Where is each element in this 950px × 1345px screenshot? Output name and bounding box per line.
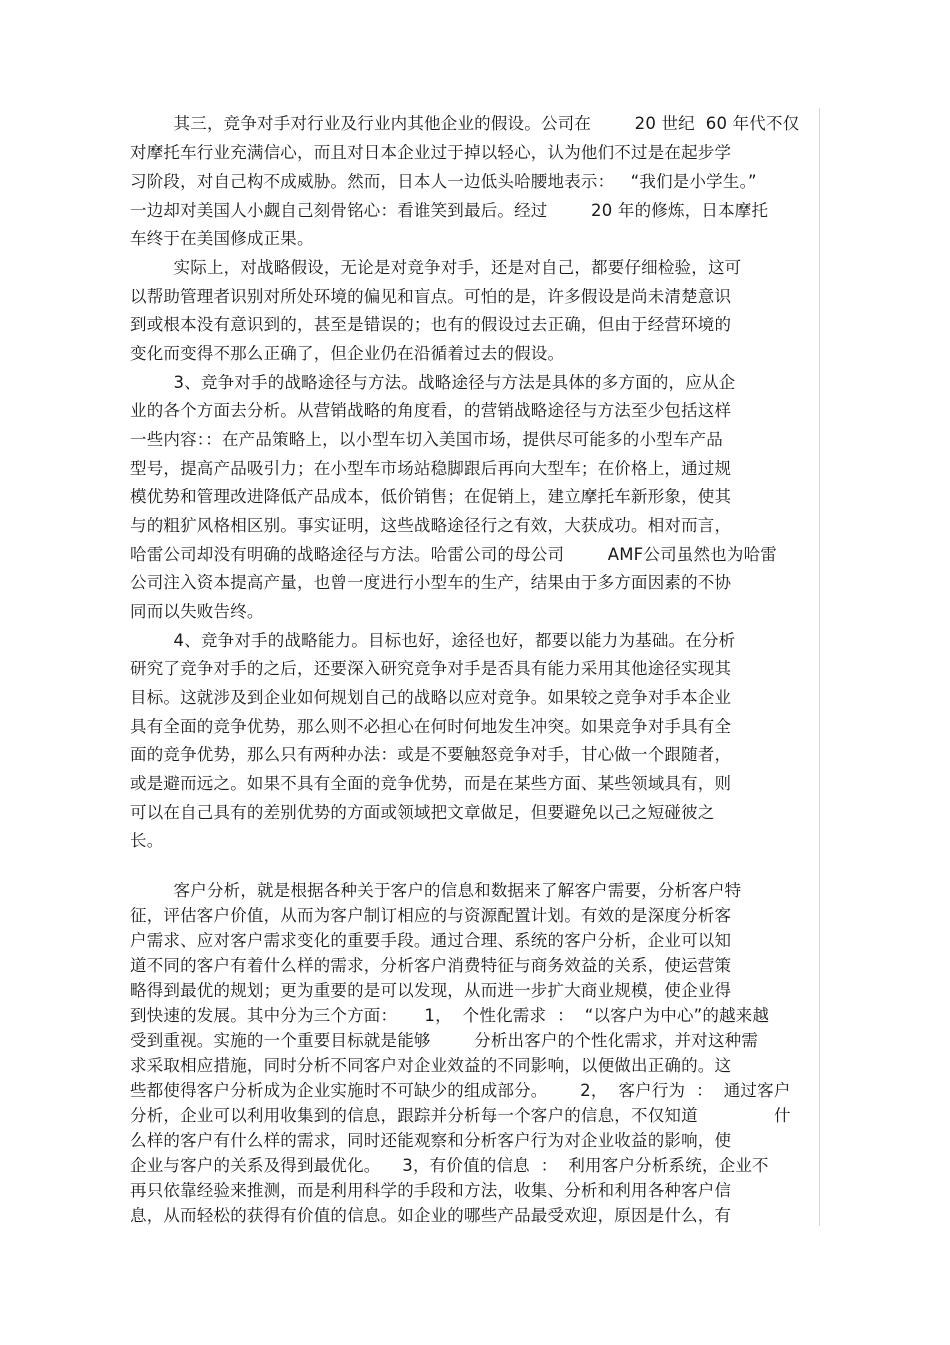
- text-line: 道不同的客户有着什么样的需求，分析客户消费特征与商务效益的关系，使运营策: [130, 956, 732, 975]
- text-line: 3、竞争对手的战略途径与方法。战略途径与方法是具体的多方面的，应从企: [130, 373, 736, 392]
- text-line: 变化而变得不那么正确了，但企业仍在沿循着过去的假设。: [130, 344, 565, 363]
- text-line: 与的粗犷风格相区别。事实证明，这些战略途径行之有效，大获成功。相对而言，: [130, 516, 732, 535]
- text-line: 习阶段，对自己构不成威胁。然而，日本人一边低头哈腰地表示： “我们是小学生。”: [130, 172, 757, 191]
- text-line: 略得到最优的规划；更为重要的是可以发现，从而进一步扩大商业规模，使企业得: [130, 981, 732, 1000]
- text-line: 分析，企业可以利用收集到的信息，跟踪并分析每一个客户的信息，不仅知道 什: [130, 1106, 791, 1125]
- text-line: 以帮助管理者识别对所处环境的偏见和盲点。可怕的是，许多假设是尚未清楚意识: [130, 287, 732, 306]
- text-line: 或是避而远之。如果不具有全面的竞争优势，而是在某些方面、某些领域具有，则: [130, 774, 732, 793]
- text-line: 4、竞争对手的战略能力。目标也好，途径也好，都要以能力为基础。在分析: [130, 631, 736, 650]
- text-line: 征，评估客户价值，从而为客户制订相应的与资源配置计划。有效的是深度分析客: [130, 906, 732, 925]
- text-line: 企业与客户的关系及得到最优化。 3，有价值的信息 ： 利用客户分析系统，企业不: [130, 1156, 769, 1175]
- text-line: 一些内容：：在产品策略上，以小型车切入美国市场，提供尽可能多的小型车产品: [130, 430, 723, 449]
- text-line: 车终于在美国修成正果。: [130, 229, 314, 248]
- text-line: 型号，提高产品吸引力；在小型车市场站稳脚跟后再向大型车；在价格上，通过规: [130, 459, 732, 478]
- text-line: 到快速的发展。其中分为三个方面： 1， 个性化需求 ： “以客户为中心”的越来越: [130, 1006, 770, 1025]
- text-line: 面的竞争优势，那么只有两种办法：或是不要触怒竞争对手，甘心做一个跟随者，: [130, 745, 732, 764]
- text-line: 到或根本没有意识到的，甚至是错误的；也有的假设过去正确，但由于经营环境的: [130, 315, 732, 334]
- text-line: 公司注入资本提高产量，也曾一度进行小型车的生产，结果由于多方面因素的不协: [130, 573, 732, 592]
- text-line: 么样的客户有什么样的需求，同时还能观察和分析客户行为对企业收益的影响，使: [130, 1131, 732, 1150]
- text-line: 可以在自己具有的差别优势的方面或领域把文章做足，但要避免以己之短碰彼之: [130, 803, 715, 822]
- text-line: 受到重视。实施的一个重要目标就是能够 分析出客户的个性化需求，并对这种需: [130, 1031, 759, 1050]
- text-line: 模优势和管理改进降低产品成本，低价销售；在促销上，建立摩托车新形象，使其: [130, 487, 732, 506]
- text-line: 户需求、应对客户需求变化的重要手段。通过合理、系统的客户分析，企业可以知: [130, 931, 732, 950]
- text-line: 目标。这就涉及到企业如何规划自己的战略以应对竞争。如果较之竞争对手本企业: [130, 688, 732, 707]
- text-line: 业的各个方面去分析。从营销战略的角度看，的营销战略途径与方法至少包括这样: [130, 401, 732, 420]
- text-line: 哈雷公司却没有明确的战略途径与方法。哈雷公司的母公司 AMF公司虽然也为哈雷: [130, 545, 777, 564]
- text-line: 客户分析，就是根据各种关于客户的信息和数据来了解客户需要，分析客户特: [130, 881, 742, 900]
- text-line: 同而以失败告终。: [130, 602, 264, 621]
- text-line: 求采取相应措施，同时分析不同客户对企业效益的不同影响，以便做出正确的。这: [130, 1056, 732, 1075]
- text-line: 息，从而轻松的获得有价值的信息。如企业的哪些产品最受欢迎，原因是什么，有: [130, 1206, 732, 1225]
- text-line: 对摩托车行业充满信心，而且对日本企业过于掉以轻心，认为他们不过是在起步学: [130, 143, 732, 162]
- text-line: 再只依靠经验来推测，而是利用科学的手段和方法，收集、分析和利用各种客户信: [130, 1181, 732, 1200]
- text-line: 长。: [130, 831, 164, 850]
- page-edge-rule: [819, 108, 820, 1226]
- text-line: 些都使得客户分析成为企业实施时不可缺少的组成部分。 2， 客户行为 ： 通过客户: [130, 1081, 791, 1100]
- text-line: 实际上，对战略假设，无论是对竞争对手，还是对自己，都要仔细检验，这可: [130, 258, 742, 277]
- text-line: 其三，竞争对手对行业及行业内其他企业的假设。公司在 20 世纪 60 年代不仅: [130, 114, 800, 133]
- text-line: 研究了竞争对手的之后，还要深入研究竞争对手是否具有能力采用其他途径实现其: [130, 659, 732, 678]
- text-line: 具有全面的竞争优势，那么则不必担心在何时何地发生冲突。如果竞争对手具有全: [130, 717, 732, 736]
- text-line: 一边却对美国人小觑自己刻骨铭心：看谁笑到最后。经过 20 年的修炼，日本摩托: [130, 201, 769, 220]
